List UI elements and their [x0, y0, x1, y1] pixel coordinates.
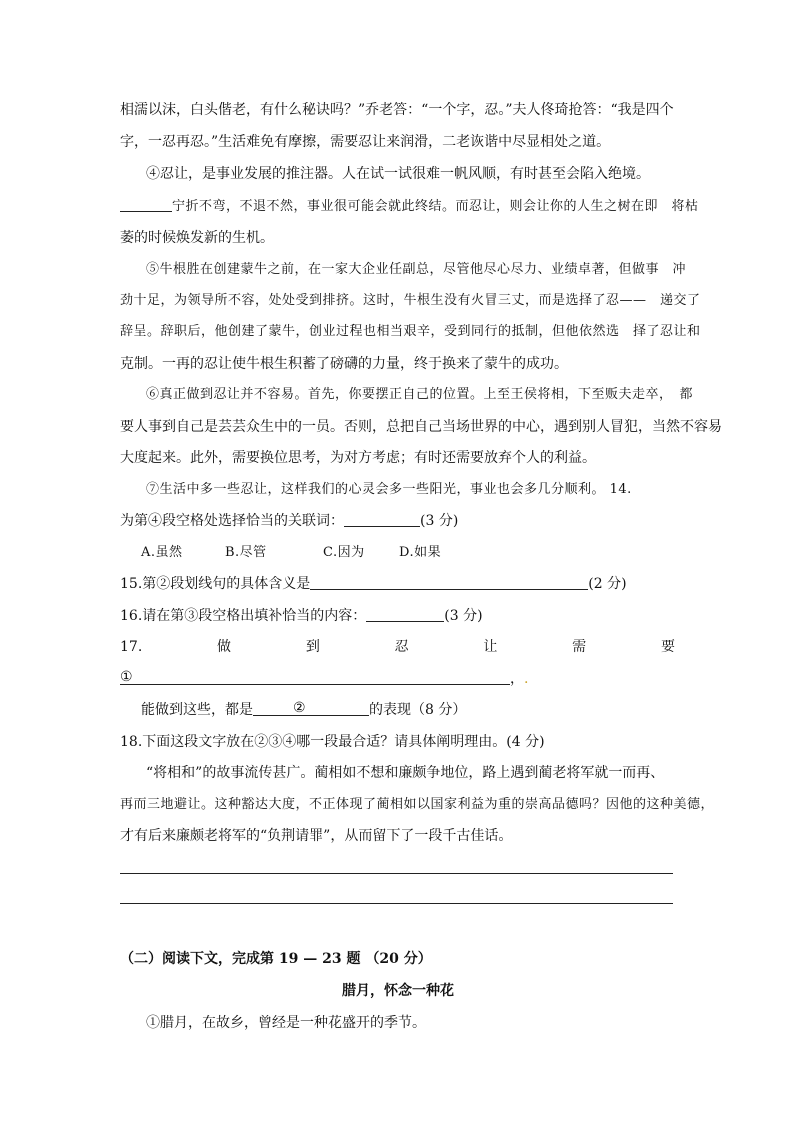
question-15-stem: 15.第②段划线句的具体含义是: [120, 576, 311, 592]
question-17-answer-blank-2[interactable]: [253, 701, 369, 716]
question-18-quote-line-1: “将相和”的故事流传甚广。蔺相如不想和廉颇争地位，路上遇到蔺老将军就一而再、: [146, 765, 665, 781]
paragraph-4-line-2: [120, 197, 699, 216]
question-17-char-4: 让: [483, 639, 498, 655]
question-17-char-6: 要: [660, 639, 675, 655]
paragraph-2-line-1: 相濡以沫，白头偕老，有什么秘诀吗？”乔老答：“一个字，忍。”夫人佟琦抢答：“我是四个: [120, 102, 674, 118]
paragraph-4-line-1: ④忍让，是事业发展的推注器。人在试一试很难一帆风顺，有时甚至会陷入绝境。: [146, 166, 650, 182]
paragraph-4-line-3: 萎的时候焕发新的生机。: [120, 230, 274, 246]
question-17-stem: [120, 638, 675, 656]
question-14-answer-blank[interactable]: [344, 512, 420, 527]
question-17-prefix: 能做到这些，都是: [141, 702, 253, 718]
article-title: 腊月，怀念一种花: [342, 983, 454, 999]
paragraph-6-line-2: 要人事到自己是芸芸众生中的一员。否则，总把自己当场世界的中心，遇到别人冒犯，当然不容易: [120, 419, 722, 435]
question-17-line-3: [141, 701, 701, 719]
question-16-answer-blank[interactable]: [366, 607, 444, 622]
option-a[interactable]: A.虽然: [141, 545, 183, 560]
paragraph-4-blank[interactable]: [120, 197, 172, 212]
question-14-score: (3 分): [420, 513, 459, 529]
question-17-char-3: 忍: [394, 639, 409, 655]
option-b[interactable]: B.尽管: [225, 545, 267, 560]
question-15: [120, 575, 680, 593]
question-17-marker-2: ②: [293, 700, 306, 716]
question-17-marker-1: ①: [120, 669, 133, 685]
question-14-options: [141, 544, 701, 562]
paragraph-6-line-1: ⑥真正做到忍让并不容易。首先，你要摆正自己的位置。上至王侯将相，下至贩夫走卒， 都: [146, 387, 694, 402]
question-17-number: 17.: [120, 639, 143, 655]
question-17-blank-1-line: [120, 670, 680, 688]
question-17-answer-blank-1[interactable]: [120, 670, 510, 685]
question-16-score: (3 分): [444, 608, 483, 624]
question-16: [120, 607, 680, 625]
paragraph-4-line-2-text: 宁折不弯，不退不然，事业很可能会就此终结。而忍让，则会让你的人生之树在即 将枯: [172, 199, 699, 214]
question-17-dot: .: [524, 671, 529, 687]
question-17-suffix: 的表现（8 分）: [369, 702, 467, 718]
question-18-quote-line-2: 再而三地避让。这种豁达大度，不正体现了蔺相如以国家利益为重的崇高品德吗？因他的这种美德，: [120, 797, 715, 812]
question-18-stem: 18.下面这段文字放在②③④哪一段最合适？请具体阐明理由。(4 分): [120, 734, 545, 750]
question-17-char-2: 到: [305, 639, 320, 655]
question-15-score: (2 分): [588, 576, 627, 592]
paragraph-5-line-4: 克制。一再的忍让使牛根生积蓄了磅礴的力量，终于换来了蒙牛的成功。: [120, 356, 568, 372]
paragraph-2-line-2: 字，一忍再忍。”生活难免有摩擦，需要忍让来润滑，二老诙谐中尽显相处之道。: [120, 134, 611, 150]
option-c[interactable]: C.因为: [323, 545, 365, 560]
question-17-char-5: 需: [572, 639, 587, 655]
paragraph-7-line-1: ⑦生活中多一些忍让，这样我们的心灵会多一些阳光，事业也会多几分顺利。 14.: [146, 482, 632, 497]
question-17-char-1: 做: [217, 639, 232, 655]
paragraph-6-line-3: 大度起来。此外，需要换位思考，为对方考虑；有时还需要放弃个人的利益。: [120, 450, 596, 466]
question-15-answer-blank[interactable]: [310, 575, 588, 590]
paragraph-5-line-2: 劲十足，为领导所不容，处处受到排挤。这时，牛根生没有火冒三丈，而是选择了忍—— 递交了: [120, 293, 701, 308]
option-d[interactable]: D.如果: [399, 545, 442, 560]
paragraph-5-line-3: 辞呈。辞职后，他创建了蒙牛，创业过程也相当艰辛，受到同行的抵制，但他依然选 择了忍让和: [120, 324, 701, 339]
question-18-answer-line-1[interactable]: [120, 873, 673, 874]
question-14: [120, 512, 680, 530]
question-16-stem: 16.请在第③段空格出填补恰当的内容：: [120, 608, 367, 624]
question-14-stem: 为第④段空格处选择恰当的关联词：: [120, 513, 344, 529]
article-paragraph-1: ①腊月，在故乡，曾经是一种花盛开的季节。: [146, 1015, 426, 1031]
question-18-answer-line-2[interactable]: [120, 903, 673, 904]
section-2-heading: （二）阅读下文，完成第 19 — 23 题 （20 分）: [120, 951, 432, 967]
question-17-comma: ，: [510, 671, 524, 687]
paragraph-5-line-1: ⑤牛根胜在创建蒙牛之前，在一家大企业任副总，尽管他尽心尽力、业绩卓著，但做事 冲: [146, 262, 687, 277]
question-18-quote-line-3: 才有后来廉颇老将军的“负荆请罪”，从而留下了一段千古佳话。: [120, 828, 513, 844]
